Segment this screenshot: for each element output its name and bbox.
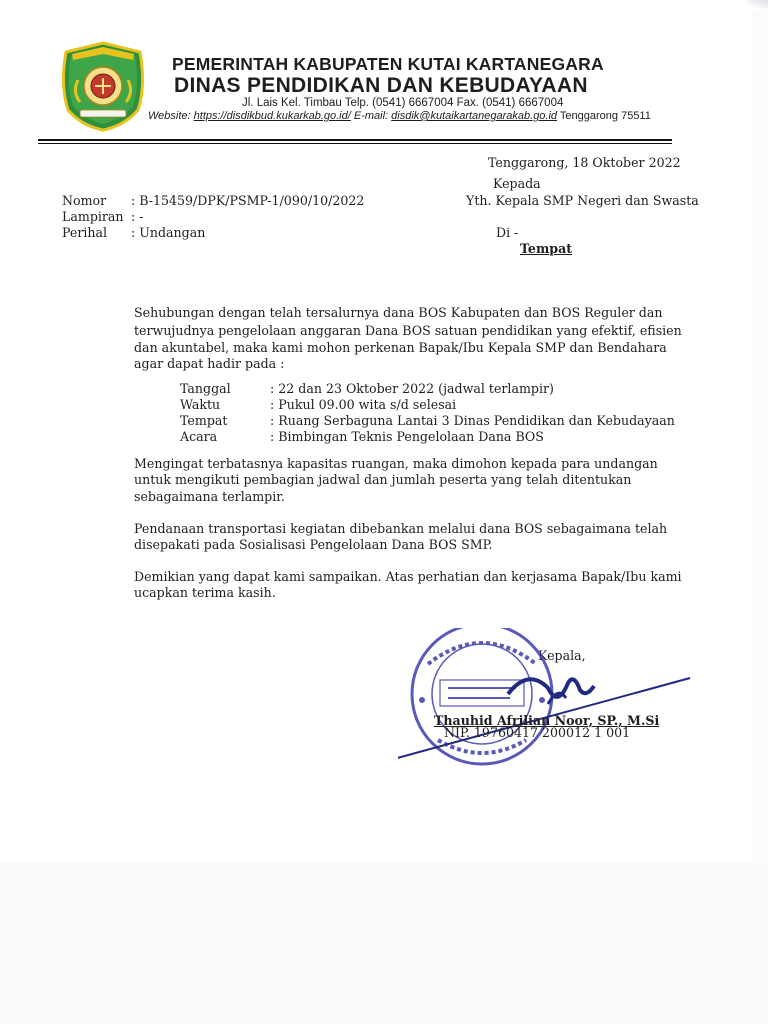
meta-value: : B-15459/DPK/PSMP-1/090/10/2022 (131, 193, 365, 208)
office-address: Jl. Lais Kel. Timbau Telp. (0541) 6667004 Fax. (0541) 6667004 (242, 97, 564, 109)
meta-label: Nomor (62, 193, 107, 208)
email-label: E-mail: (353, 110, 389, 122)
para2-line: Mengingat terbatasnya kapasitas ruangan, maka dimohon kepada para undangan (134, 456, 658, 471)
contact-line (148, 110, 651, 122)
detail-value: : Bimbingan Teknis Pengelolaan Dana BOS (270, 429, 544, 444)
intro-line: Sehubungan dengan telah tersalurnya dana BOS Kabupaten dan BOS Reguler dan (134, 305, 663, 320)
detail-label: Acara (180, 429, 218, 444)
government-name: PEMERINTAH KABUPATEN KUTAI KARTANEGARA (172, 54, 604, 74)
intro-line: dan akuntabel, maka kami mohon perkenan Bapak/Ibu Kepala SMP dan Bendahara (134, 340, 667, 355)
meta-value: : Undangan (131, 225, 206, 240)
meta-value: : - (131, 209, 144, 224)
recipient-place: Tempat (520, 241, 573, 256)
para3-line: disepakati pada Sosialisasi Pengelolaan Dana BOS SMP. (134, 537, 493, 552)
letterhead-rule-thick (38, 139, 672, 141)
email-link[interactable]: disdik@kutaikartanegarakab.go.id (391, 110, 558, 122)
official-stamp-icon (412, 628, 552, 764)
website-label: Website: (148, 110, 191, 122)
detail-value: : Pukul 09.00 wita s/d selesai (270, 397, 457, 412)
detail-label: Tanggal (180, 381, 231, 396)
letterhead-rule-thin (38, 143, 672, 144)
kutai-kartanegara-emblem-icon (58, 40, 148, 132)
place-date: Tenggarong, 18 Oktober 2022 (488, 155, 681, 170)
recipient-to: Kepada (493, 176, 541, 191)
intro-line: terwujudnya pengelolaan anggaran Dana BOS satuan pendidikan yang efektif, efisien (134, 323, 682, 338)
recipient: Yth. Kepala SMP Negeri dan Swasta (466, 193, 699, 208)
signatory-position: Kepala, (538, 648, 586, 663)
para4-line: ucapkan terima kasih. (134, 585, 276, 600)
signatory-nip: NIP. 19760417 200012 1 001 (444, 725, 631, 740)
official-stamp-and-signature (398, 628, 708, 768)
para2-line: sebagaimana terlampir. (134, 489, 285, 504)
detail-label: Waktu (180, 397, 221, 412)
meta-label: Perihal (62, 225, 108, 240)
para4-line: Demikian yang dapat kami sampaikan. Atas perhatian dan kerjasama Bapak/Ibu kami (134, 569, 682, 584)
website-link[interactable]: https://disdikbud.kukarkab.go.id/ (193, 110, 351, 122)
detail-value: : 22 dan 23 Oktober 2022 (jadwal terlampir) (270, 381, 554, 396)
para3-line: Pendanaan transportasi kegiatan dibebankan melalui dana BOS sebagaimana telah (134, 521, 668, 536)
detail-label: Tempat (180, 413, 228, 428)
para2-line: untuk mengikuti pembagian jadwal dan jumlah peserta yang telah ditentukan (134, 472, 632, 487)
scan-margin (0, 862, 768, 1024)
meta-label: Lampiran (62, 209, 124, 224)
page-corner (746, 0, 768, 10)
signatory-name: Thauhid Afrilian Noor, SP., M.Si (434, 713, 660, 728)
city-postcode: Tenggarong 75511 (559, 110, 651, 122)
intro-line: agar dapat hadir pada : (134, 356, 285, 371)
recipient-at: Di - (496, 225, 519, 240)
department-name: DINAS PENDIDIKAN DAN KEBUDAYAAN (174, 74, 588, 97)
detail-value: : Ruang Serbaguna Lantai 3 Dinas Pendidikan dan Kebudayaan (270, 413, 675, 428)
